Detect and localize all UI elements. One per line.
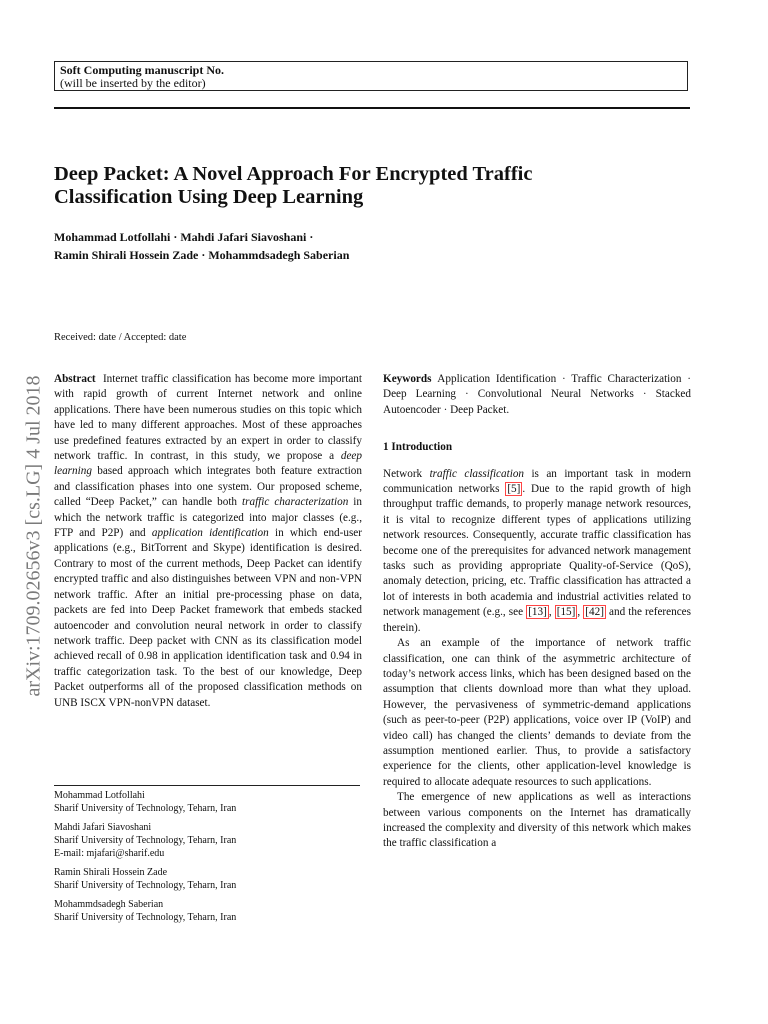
paper-title (54, 163, 694, 209)
intro-text: . Due to the rapid growth of high throughput traffic demands, to properly manage network resources, it is vital to recognize different types of applications utilizing network resources. Consequently, accurate traffic classification has become one of the prerequisites for advanced network management tasks such as providing appropriate Quality-of-Service (QoS), anomaly detection, pricing, etc. Traffic classification has attracted a lot of interests in both academia and industrial activities related to network management (e.g., see (383, 483, 691, 619)
abstract-emphasis-deep-learning: deep learning (54, 450, 362, 478)
affiliation-entry (54, 789, 360, 815)
citation-link-42[interactable]: [42] (585, 606, 604, 619)
manuscript-box (54, 61, 688, 91)
keywords-text: Application Identification · Traffic Characterization · Deep Learning · Convolutional Neural Networks · Stacked Autoencoder · Deep Packet. (383, 373, 691, 416)
affiliation-entry (54, 821, 360, 860)
affiliation-email: E-mail: mjafari@sharif.edu (54, 848, 165, 859)
title-line-1: Deep Packet: A Novel Approach For Encrypted Traffic (54, 163, 533, 185)
author-affiliations (54, 789, 360, 930)
header-rule (54, 107, 690, 109)
affiliation-institution: Sharif University of Technology, Teharn, Iran (54, 880, 237, 891)
affiliation-institution: Sharif University of Technology, Teharn, Iran (54, 803, 237, 814)
section-heading-introduction: 1 Introduction (383, 441, 453, 454)
abstract-paragraph (54, 372, 362, 711)
keywords-paragraph (383, 372, 691, 418)
citation-link-5[interactable]: [5] (507, 483, 521, 496)
abstract-section (54, 372, 362, 711)
affiliation-institution: Sharif University of Technology, Teharn, Iran (54, 835, 237, 846)
affiliation-institution: Sharif University of Technology, Teharn, Iran (54, 912, 237, 923)
affiliation-author-name: Mohammad Lotfollahi (54, 790, 145, 801)
affiliation-author-name: Mohammdsadegh Saberian (54, 899, 164, 910)
abstract-emphasis-application-identification: application identification (151, 527, 269, 540)
arxiv-stamp (14, 336, 54, 736)
title-line-2: Classification Using Deep Learning (54, 186, 364, 208)
arxiv-identifier: arXiv:1709.02656v3 [cs.LG] 4 Jul 2018 (22, 375, 45, 697)
citation-separator: , (548, 606, 555, 619)
right-column (383, 372, 691, 852)
intro-text: and the references therein). (383, 606, 692, 634)
affiliation-entry (54, 866, 360, 892)
abstract-emphasis-traffic-characterization: traffic characterization (242, 496, 349, 509)
intro-text: Network (383, 467, 430, 480)
abstract-text-1: Internet traffic classification has become more important with rapid growth of current Internet network and online applications. There have been numerous studies on this topic which have led to many different approaches. Most of these approaches use predefined features extracted by an expert in order to classify network traffic. In contrast, in this study, we propose a (54, 373, 362, 463)
abstract-text-2: based approach which integrates both feature extraction and classification phases into one system. Our proposed scheme, called “Deep Packet,” can handle both (54, 465, 362, 509)
keywords-label: Keywords (383, 373, 432, 385)
manuscript-editor-note: (will be inserted by the editor) (60, 76, 206, 90)
citation-link-13[interactable]: [13] (528, 606, 547, 619)
affiliation-author-name: Mahdi Jafari Siavoshani (54, 822, 152, 833)
abstract-label: Abstract (54, 373, 96, 385)
intro-text: is an important task in modern communication networks (383, 467, 691, 496)
abstract-text-4: in which end-user applications (e.g., BitTorrent and Skype) identification is desired. Contrary to most of the current methods, Deep Packet can identify encrypted traffic and also distinguishes between VPN and non-VPN network traffic. After an initial pre-processing phase on data, packets are fed into Deep Packet framework that embeds stacked autoencoder and convolution neural network in order to classify network traffic. Deep packet with CNN as its classification model achieved recall of 0.98 in application identification task and 0.94 in traffic categorization task. To the best of our knowledge, Deep Packet outperforms all of the proposed classification methods on UNB ISCX VPN-nonVPN dataset. (54, 527, 362, 709)
author-list (54, 228, 694, 264)
received-accepted-date: Received: date / Accepted: date (54, 332, 187, 343)
affiliation-entry (54, 898, 360, 924)
citation-link-15[interactable]: [15] (556, 606, 576, 619)
authors-line-2: Ramin Shirali Hossein Zade · Mohammdsadegh Saberian (54, 248, 350, 262)
intro-paragraph-1 (383, 467, 691, 636)
intro-emphasis-traffic-classification: traffic classification (429, 467, 525, 480)
citation-separator: , (577, 606, 584, 619)
intro-paragraph-2: As an example of the importance of network traffic classification, one can think of the asymmetric architecture of today’s network access links, which has been designed based on the assumption that clients download more than what they upload. However, the pervasiveness of symmetric-demand applications (such as peer-to-peer (P2P) applications, voice over IP (VoIP) and video call) has changed the clients’ demands to deviate from the assumption mentioned earlier. Thus, to provide a satisfactory experience for the clients, other application-level knowledge is required to allocate adequate resources to such applications. (383, 637, 691, 788)
affiliation-author-name: Ramin Shirali Hossein Zade (54, 867, 168, 878)
abstract-text-3: in which the network traffic is categorized into major classes (e.g., FTP and P2P) and (54, 496, 362, 540)
intro-paragraph-3: The emergence of new applications as well as interactions between various components on the Internet has dramatically increased the complexity and diversity of this network which makes the traffic classification a (383, 791, 691, 850)
manuscript-number-label: Soft Computing manuscript No. (60, 63, 225, 77)
footnote-rule (54, 785, 360, 786)
authors-line-1: Mohammad Lotfollahi · Mahdi Jafari Siavoshani · (54, 230, 314, 244)
